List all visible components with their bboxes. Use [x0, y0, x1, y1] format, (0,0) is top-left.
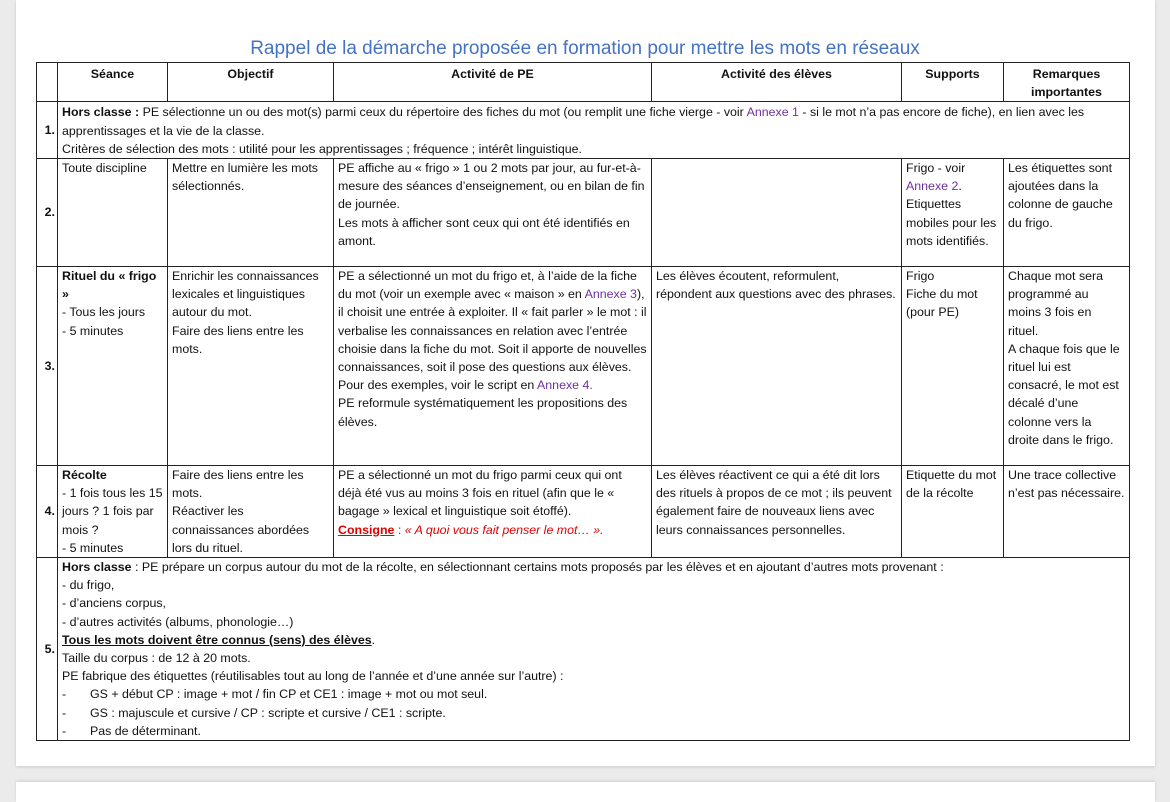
row5-bold-line: Tous les mots doivent être connus (sens) des élèves [62, 632, 372, 647]
header-num [37, 63, 58, 102]
row1-lead: Hors classe : [62, 105, 140, 120]
row4-objectif-l1: Faire des liens entre les mots. [172, 468, 304, 501]
row2-supports [902, 159, 1004, 267]
row3-remarques-l1: Chaque mot sera programmé au moins 3 fois en rituel. [1008, 269, 1104, 338]
row4-seance-l2: - 5 minutes [62, 540, 124, 555]
row4-activite-eleves: Les élèves réactivent ce qui a été dit lors des rituels à propos de ce mot ; ils peuvent également faire de nouveaux liens avec leurs connaissances personnelles. [652, 466, 902, 558]
row-number: 1. [37, 102, 58, 159]
row3-seance-title: Rituel du « frigo » [62, 269, 157, 302]
row5-b1: GS + début CP : image + mot / fin CP et CE1 : image + mot ou mot seul. [90, 687, 488, 702]
row3-supports [902, 267, 1004, 466]
table-row-5 [37, 558, 1130, 741]
procedure-table [36, 62, 1130, 741]
row4-remarques: Une trace collective n’est pas nécessaire. [1004, 466, 1130, 558]
row-number: 3. [37, 267, 58, 466]
row3-activite-eleves: Les élèves écoutent, reformulent, répondent aux questions avec des phrases. [652, 267, 902, 466]
header-supports: Supports [902, 63, 1004, 102]
consigne-label: Consigne [338, 522, 395, 537]
header-activite-eleves: Activité des élèves [652, 63, 902, 102]
next-page-edge [16, 782, 1155, 802]
row2-pe-text: PE affiche au « frigo » 1 ou 2 mots par jour, au fur-et-à-mesure des séances d’enseignement, ou en bilan de fin de journée. [338, 161, 645, 212]
header-row [37, 63, 1130, 102]
annexe-2-link[interactable]: Annexe 2 [906, 179, 959, 194]
row-number: 2. [37, 159, 58, 267]
row3-objectif-l1: Enrichir les connaissances lexicales et linguistiques autour du mot. [172, 269, 319, 320]
row3-activite-pe [334, 267, 652, 466]
annexe-4-link[interactable]: Annexe 4. [537, 378, 593, 393]
row4-objectif [168, 466, 334, 558]
row-number: 5. [37, 558, 58, 741]
row2-activite-pe [334, 159, 652, 267]
header-seance: Séance [58, 63, 168, 102]
bullet-dash: - [62, 687, 67, 702]
row3-seance-l2: - 5 minutes [62, 323, 124, 338]
table-row-2 [37, 159, 1130, 267]
row5-l4: Taille du corpus : de 12 à 20 mots. [62, 651, 251, 666]
row5-intro: : PE prépare un corpus autour du mot de la récolte, en sélectionnant certains mots proposés par les élèves et en ajoutant d’autres mots provenant : [131, 560, 944, 575]
row5-l2: - d’anciens corpus, [62, 596, 166, 611]
table-row-4 [37, 466, 1130, 558]
row2-remarques: Les étiquettes sont ajoutées dans la colonne de gauche du frigo. [1004, 159, 1130, 267]
row4-seance-l1: - 1 fois tous les 15 jours ? 1 fois par mois ? [62, 486, 163, 537]
list-item [62, 704, 1125, 722]
consigne-text: « A quoi vous fait penser le mot… ». [404, 522, 604, 537]
header-remarques: Remarques importantes [1004, 63, 1130, 102]
annexe-3-link[interactable]: Annexe 3 [584, 287, 637, 302]
row2-seance: Toute discipline [58, 159, 168, 267]
row2-supports-b: . [958, 179, 962, 194]
row1-content [58, 102, 1130, 159]
row5-content [58, 558, 1130, 741]
row3-objectif [168, 267, 334, 466]
row3-pe-a: PE a sélectionné un mot du frigo et, à l’aide de la fiche du mot (voir un exemple avec « maison » en [338, 269, 637, 302]
row3-supports-l1: Frigo [906, 269, 935, 284]
row3-objectif-l2: Faire des liens entre les mots. [172, 323, 304, 356]
row5-b3: Pas de déterminant. [90, 723, 201, 738]
row3-remarques-l2: A chaque fois que le rituel lui est consacré, le mot est décalé d’une colonne vers la droite dans le frigo. [1008, 341, 1120, 447]
row3-supports-l2: Fiche du mot (pour PE) [906, 287, 978, 320]
row2-pe-text-2: Les mots à afficher sont ceux qui ont été identifiés en amont. [338, 215, 630, 248]
row3-seance-l1: - Tous les jours [62, 305, 146, 320]
row1-text-b: - si le mot n’a pas encore de fiche), en lien avec les apprentissages et la vie de la classe. [62, 105, 1085, 138]
row3-pe-b: ), il choisit une entrée à exploiter. Il « fait parler » le mot : il verbalise les connaissances en relation avec l’entrée choisie dans la fiche du mot. Soit il apporte de nouvelles connaissances, soit il pose des questions aux élèves. Pour des exemples, voir le script en [338, 287, 647, 393]
row5-l1: - du frigo, [62, 578, 115, 593]
row3-remarques [1004, 267, 1130, 466]
header-objectif: Objectif [168, 63, 334, 102]
row5-l5: PE fabrique des étiquettes (réutilisables tout au long de l’année et d’une année sur l’autre) : [62, 669, 564, 684]
row4-supports: Etiquette du mot de la récolte [902, 466, 1004, 558]
consigne-sep: : [394, 522, 405, 537]
annexe-1-link[interactable]: Annexe 1 [746, 105, 799, 120]
row5-b2: GS : majuscule et cursive / CP : scripte et cursive / CE1 : scripte. [90, 705, 446, 720]
row4-activite-pe [334, 466, 652, 558]
header-activite-pe: Activité de PE [334, 63, 652, 102]
row5-l3: - d’autres activités (albums, phonologie…) [62, 614, 294, 629]
row3-seance [58, 267, 168, 466]
list-item [62, 685, 1125, 703]
table-row-3 [37, 267, 1130, 466]
row1-text-a: PE sélectionne un ou des mot(s) parmi ceux du répertoire des fiches du mot (ou remplit une fiche vierge - voir [139, 105, 747, 120]
row4-pe-a: PE a sélectionné un mot du frigo parmi ceux qui ont déjà été vus au moins 3 fois en rituel (afin que le « bagage » lexical et linguistique soit étoffé). [338, 468, 622, 519]
row4-seance-title: Récolte [62, 468, 107, 483]
bullet-dash: - [62, 705, 67, 720]
page-title: Rappel de la démarche proposée en formation pour mettre les mots en réseaux [250, 38, 920, 59]
row5-lead: Hors classe [62, 560, 132, 575]
table-row-1 [37, 102, 1130, 159]
row3-pe-c: PE reformule systématiquement les propositions des élèves. [338, 396, 628, 429]
row2-supports-c: Etiquettes mobiles pour les mots identifiés. [906, 197, 997, 248]
row4-seance [58, 466, 168, 558]
row2-supports-a: Frigo - voir [906, 161, 966, 176]
row4-objectif-l2: Réactiver les connaissances abordées lors du rituel. [172, 504, 310, 555]
row2-objectif: Mettre en lumière les mots sélectionnés. [168, 159, 334, 267]
row5-bold-end: . [371, 632, 376, 647]
row-number: 4. [37, 466, 58, 558]
bullet-dash: - [62, 723, 67, 738]
row2-activite-eleves [652, 159, 902, 267]
row1-criteria: Critères de sélection des mots : utilité pour les apprentissages ; fréquence ; intérêt linguistique. [62, 141, 582, 156]
list-item [62, 722, 1125, 740]
